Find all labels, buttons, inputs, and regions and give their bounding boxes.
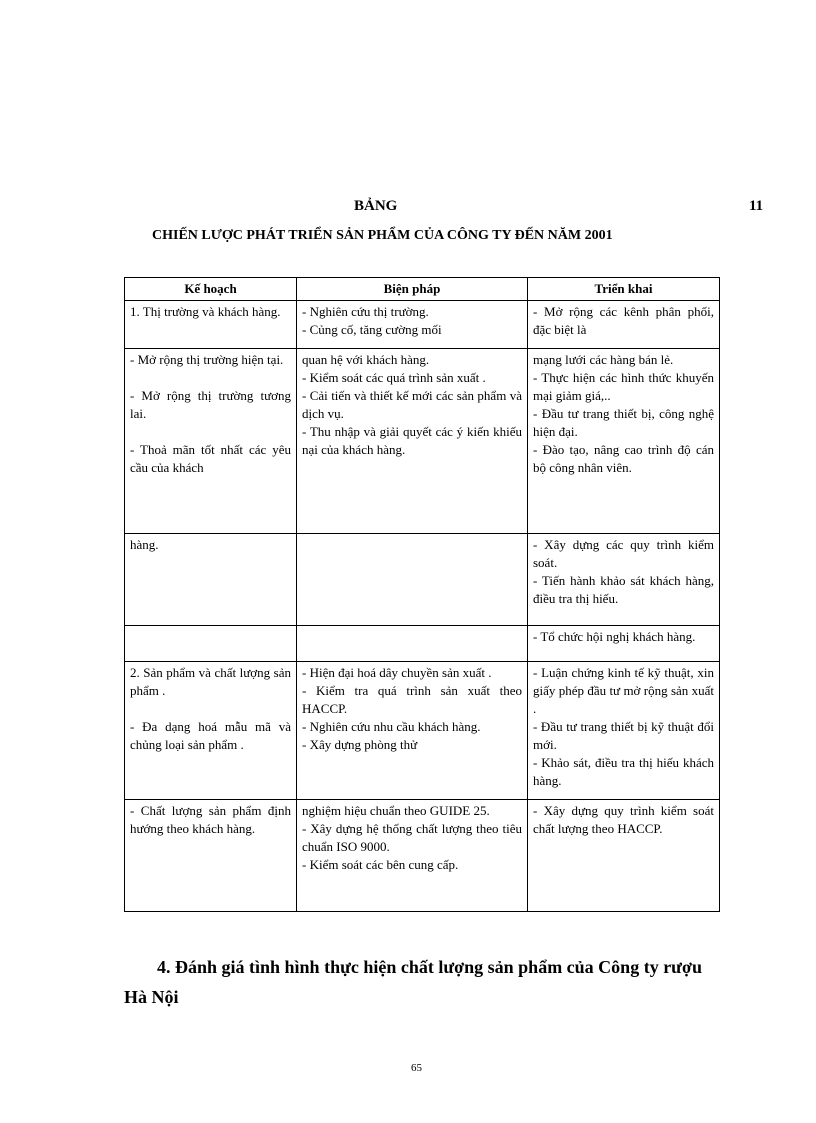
cell-text: - Nghiên cứu nhu cầu khách hàng. bbox=[302, 719, 481, 734]
table-cell-c3 bbox=[528, 662, 720, 800]
cell-text: - Xây dựng quy trình kiểm soát chất lượng theo HACCP. bbox=[533, 803, 714, 836]
table-cell-c1 bbox=[125, 662, 297, 800]
table-subtitle: CHIẾN LƯỢC PHÁT TRIỂN SẢN PHẨM CỦA CÔNG TY ĐẾN NĂM 2001 bbox=[152, 228, 613, 243]
table-cell-c2 bbox=[297, 349, 528, 534]
cell-text: - Tổ chức hội nghị khách hàng. bbox=[533, 629, 696, 644]
cell-text: - Kiểm soát các bên cung cấp. bbox=[302, 857, 459, 872]
cell-text: - Nghiên cứu thị trường. bbox=[302, 304, 429, 319]
cell-text: - Củng cố, tăng cường mối bbox=[302, 322, 442, 337]
cell-text: hàng. bbox=[130, 537, 159, 552]
table-cell-c2 bbox=[297, 626, 528, 662]
cell-text: - Thoả mãn tốt nhất các yêu cầu của khách bbox=[130, 442, 291, 475]
cell-text: nghiệm hiệu chuẩn theo GUIDE 25. bbox=[302, 803, 490, 818]
table-row bbox=[125, 301, 720, 349]
cell-text: - Hiện đại hoá dây chuyền sản xuất . bbox=[302, 665, 492, 680]
cell-text bbox=[130, 700, 291, 718]
table-row bbox=[125, 800, 720, 912]
cell-text: - Mở rộng các kênh phân phối, đặc biệt là bbox=[533, 304, 714, 337]
cell-text: 1. Thị trường và khách hàng. bbox=[130, 304, 281, 319]
table-row bbox=[125, 626, 720, 662]
table-cell-c1 bbox=[125, 534, 297, 626]
cell-text: - Đầu tư trang thiết bị kỹ thuật đổi mới. bbox=[533, 719, 714, 752]
table-cell-c2 bbox=[297, 534, 528, 626]
header-trien-khai: Triển khai bbox=[528, 278, 720, 301]
table-cell-c1 bbox=[125, 800, 297, 912]
table-cell-c2 bbox=[297, 800, 528, 912]
table-row bbox=[125, 662, 720, 800]
cell-text: quan hệ với khách hàng. bbox=[302, 352, 430, 367]
table-row bbox=[125, 349, 720, 534]
cell-text: - Thực hiện các hình thức khuyến mại giảm giá,.. bbox=[533, 370, 714, 403]
header-ke-hoach: Kế hoạch bbox=[125, 278, 297, 301]
cell-text bbox=[130, 423, 291, 441]
cell-text: - Kiểm tra quá trình sản xuất theo HACCP. bbox=[302, 683, 522, 716]
table-title-label: BẢNG bbox=[354, 198, 398, 214]
cell-text: - Khảo sát, điều tra thị hiếu khách hàng. bbox=[533, 755, 714, 788]
header-bien-phap: Biện pháp bbox=[297, 278, 528, 301]
section-heading bbox=[124, 952, 772, 1012]
table-number: 11 bbox=[749, 198, 764, 214]
cell-text: - Xây dựng các quy trình kiểm soát. bbox=[533, 537, 714, 570]
cell-text: 2. Sản phẩm và chất lượng sản phẩm . bbox=[130, 665, 291, 698]
cell-text: - Đầu tư trang thiết bị, công nghệ hiện đại. bbox=[533, 406, 714, 439]
table-body bbox=[125, 301, 720, 912]
table-cell-c2 bbox=[297, 301, 528, 349]
cell-text: - Thu nhập và giải quyết các ý kiến khiếu nại của khách hàng. bbox=[302, 424, 522, 457]
table-cell-c3 bbox=[528, 349, 720, 534]
cell-text: - Luận chứng kinh tế kỹ thuật, xin giấy phép đầu tư mở rộng sản xuất . bbox=[533, 665, 714, 716]
table-row bbox=[125, 534, 720, 626]
table-cell-c1 bbox=[125, 626, 297, 662]
strategy-table bbox=[124, 277, 720, 912]
cell-text: - Kiểm soát các quá trình sản xuất . bbox=[302, 370, 486, 385]
page-number: 65 bbox=[411, 1062, 422, 1074]
table-cell-c3 bbox=[528, 301, 720, 349]
cell-text: - Xây dựng phòng thử bbox=[302, 737, 418, 752]
table-cell-c1 bbox=[125, 301, 297, 349]
table-header-row bbox=[125, 278, 720, 301]
cell-text bbox=[130, 369, 291, 387]
cell-text: mạng lưới các hàng bán lẻ. bbox=[533, 352, 674, 367]
table-cell-c3 bbox=[528, 626, 720, 662]
cell-text: - Cải tiến và thiết kế mới các sản phẩm và dịch vụ. bbox=[302, 388, 522, 421]
section-heading-line2: Hà Nội bbox=[124, 987, 179, 1007]
cell-text: - Đa dạng hoá mẫu mã và chủng loại sản phẩm . bbox=[130, 719, 291, 752]
cell-text: - Chất lượng sản phẩm định hướng theo khách hàng. bbox=[130, 803, 291, 836]
table-cell-c1 bbox=[125, 349, 297, 534]
table-cell-c3 bbox=[528, 800, 720, 912]
cell-text: - Mở rộng thị trường tương lai. bbox=[130, 388, 291, 421]
table-cell-c2 bbox=[297, 662, 528, 800]
cell-text: - Mở rộng thị trường hiện tại. bbox=[130, 352, 284, 367]
cell-text: - Tiến hành khảo sát khách hàng, điều tra thị hiếu. bbox=[533, 573, 714, 606]
table-cell-c3 bbox=[528, 534, 720, 626]
cell-text: - Đào tạo, nâng cao trình độ cán bộ công nhân viên. bbox=[533, 442, 714, 475]
cell-text: - Xây dựng hệ thống chất lượng theo tiêu chuẩn ISO 9000. bbox=[302, 821, 522, 854]
section-heading-line1: 4. Đánh giá tình hình thực hiện chất lượng sản phẩm của Công ty rượu bbox=[157, 957, 702, 977]
